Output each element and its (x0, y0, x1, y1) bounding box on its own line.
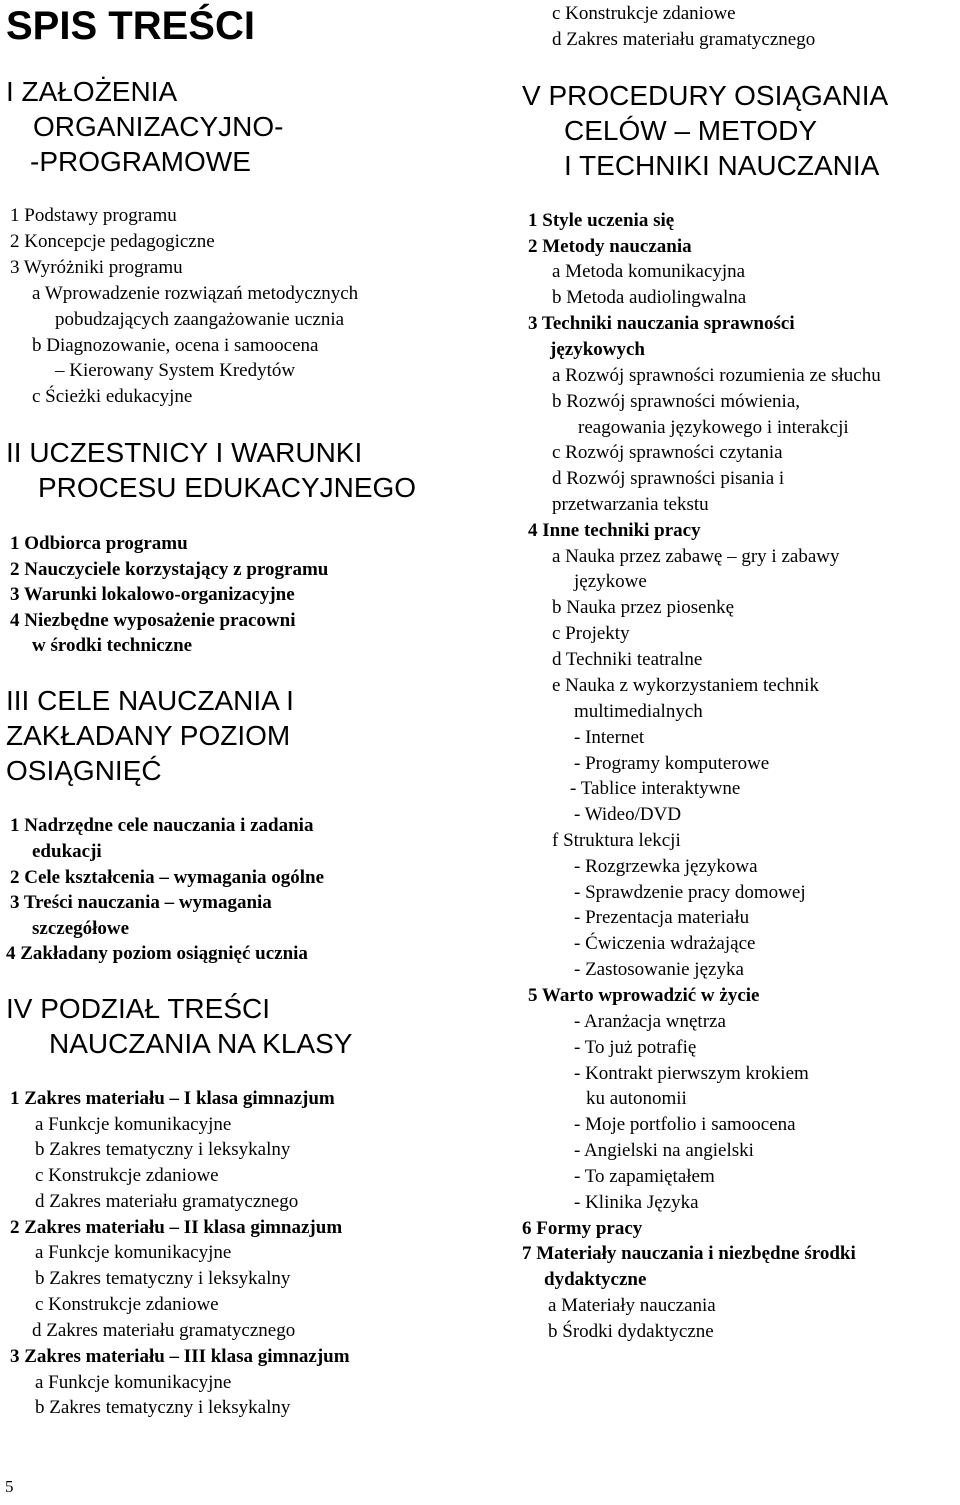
toc-entry: 1 Podstawy programu (10, 205, 177, 226)
toc-entry: a Materiały nauczania (548, 1295, 716, 1316)
section-heading: ORGANIZACYJNO- (33, 111, 284, 142)
toc-entry: d Rozwój sprawności pisania i (552, 468, 785, 489)
toc-entry: - Tablice interaktywne (570, 778, 741, 799)
toc-entry: 5 Warto wprowadzić w życie (528, 985, 760, 1006)
toc-entry: - Programy komputerowe (574, 753, 770, 774)
toc-entry: 3 Treści nauczania – wymagania (10, 892, 272, 913)
toc-entry: d Zakres materiału gramatycznego (32, 1320, 296, 1341)
toc-entry: - Prezentacja materiału (574, 907, 750, 928)
toc-entry: - Sprawdzenie pracy domowej (574, 882, 806, 903)
section-heading: OSIĄGNIĘĆ (6, 755, 162, 786)
section-heading: II UCZESTNICY I WARUNKI (6, 437, 363, 468)
toc-entry: a Funkcje komunikacyjne (35, 1114, 232, 1135)
toc-entry: b Metoda audiolingwalna (552, 287, 747, 308)
toc-entry: 2 Koncepcje pedagogiczne (10, 231, 215, 252)
toc-entry: b Zakres tematyczny i leksykalny (35, 1268, 291, 1289)
section-heading: CELÓW – METODY (564, 115, 818, 146)
toc-entry: c Projekty (552, 623, 630, 644)
toc-entry: 4 Niezbędne wyposażenie pracowni (10, 610, 296, 631)
section-heading: PROCESU EDUKACYJNEGO (38, 472, 417, 503)
toc-entry: a Metoda komunikacyjna (552, 261, 746, 282)
section-heading: I ZAŁOŻENIA (6, 76, 178, 107)
toc-entry: szczegółowe (32, 918, 130, 939)
toc-entry: - Internet (574, 727, 645, 748)
toc-entry: a Funkcje komunikacyjne (35, 1372, 232, 1393)
toc-entry: f Struktura lekcji (552, 830, 681, 851)
toc-entry: 3 Warunki lokalowo-organizacyjne (10, 584, 295, 605)
toc-entry: - Klinika Języka (574, 1192, 699, 1213)
toc-entry: 1 Odbiorca programu (10, 533, 188, 554)
toc-entry: 1 Zakres materiału – I klasa gimnazjum (10, 1088, 335, 1109)
section-heading: -PROGRAMOWE (30, 146, 251, 177)
toc-entry: 4 Zakładany poziom osiągnięć ucznia (6, 943, 308, 964)
toc-entry: 2 Zakres materiału – II klasa gimnazjum (10, 1217, 343, 1238)
toc-entry: d Zakres materiału gramatycznego (552, 29, 816, 50)
toc-entry: - To już potrafię (574, 1037, 697, 1058)
toc-entry: b Środki dydaktyczne (548, 1321, 714, 1342)
page-number: 5 (5, 1477, 14, 1496)
toc-entry: - Zastosowanie języka (574, 959, 744, 980)
toc-entry: - Ćwiczenia wdrażające (574, 933, 756, 954)
toc-entry: - Rozgrzewka językowa (574, 856, 758, 877)
toc-entry: 2 Cele kształcenia – wymagania ogólne (10, 867, 325, 888)
toc-entry: 2 Nauczyciele korzystający z programu (10, 559, 329, 580)
toc-entry: c Rozwój sprawności czytania (552, 442, 783, 463)
toc-entry: d Zakres materiału gramatycznego (35, 1191, 299, 1212)
toc-entry: – Kierowany System Kredytów (55, 360, 296, 381)
section-heading: V PROCEDURY OSIĄGANIA (522, 80, 889, 111)
toc-entry: a Rozwój sprawności rozumienia ze słuchu (552, 365, 881, 386)
toc-entry: dydaktyczne (544, 1269, 647, 1290)
toc-entry: 3 Wyróżniki programu (10, 257, 183, 278)
toc-entry: 7 Materiały nauczania i niezbędne środki (522, 1243, 856, 1264)
toc-entry: c Konstrukcje zdaniowe (35, 1294, 219, 1315)
section-heading: III CELE NAUCZANIA I (6, 685, 294, 716)
toc-entry: - Angielski na angielski (574, 1140, 754, 1161)
toc-entry: językowe (574, 571, 647, 592)
toc-entry: 2 Metody nauczania (528, 236, 692, 257)
toc-entry: 3 Zakres materiału – III klasa gimnazjum (10, 1346, 350, 1367)
toc-entry: b Rozwój sprawności mówienia, (552, 391, 801, 412)
toc-entry: edukacji (32, 841, 102, 862)
section-heading: IV PODZIAŁ TREŚCI (6, 993, 270, 1024)
toc-entry: 3 Techniki nauczania sprawności (528, 313, 795, 334)
page-title: SPIS TREŚCI (6, 4, 255, 48)
toc-entry: 1 Style uczenia się (528, 210, 675, 231)
toc-entry: multimedialnych (574, 701, 703, 722)
toc-entry: c Konstrukcje zdaniowe (552, 3, 736, 24)
toc-entry: a Nauka przez zabawę – gry i zabawy (552, 546, 840, 567)
toc-entry: - Aranżacja wnętrza (574, 1011, 726, 1032)
toc-entry: 1 Nadrzędne cele nauczania i zadania (10, 815, 314, 836)
toc-entry: e Nauka z wykorzystaniem technik (552, 675, 819, 696)
section-heading: NAUCZANIA NA KLASY (49, 1028, 353, 1059)
toc-entry: 4 Inne techniki pracy (528, 520, 701, 541)
toc-entry: - Kontrakt pierwszym krokiem (574, 1063, 809, 1084)
toc-entry: pobudzających zaangażowanie ucznia (55, 309, 345, 330)
toc-entry: reagowania językowego i interakcji (578, 417, 849, 438)
toc-entry: językowych (550, 339, 645, 360)
toc-entry: a Funkcje komunikacyjne (35, 1242, 232, 1263)
toc-entry: przetwarzania tekstu (552, 494, 709, 515)
toc-entry: b Diagnozowanie, ocena i samoocena (32, 335, 319, 356)
toc-entry: - Moje portfolio i samoocena (574, 1114, 796, 1135)
toc-entry: b Zakres tematyczny i leksykalny (35, 1139, 291, 1160)
toc-entry: - To zapamiętałem (574, 1166, 715, 1187)
toc-entry: b Nauka przez piosenkę (552, 597, 735, 618)
toc-entry: c Konstrukcje zdaniowe (35, 1165, 219, 1186)
section-heading: I TECHNIKI NAUCZANIA (564, 150, 880, 181)
toc-entry: - Wideo/DVD (574, 804, 682, 825)
toc-entry: w środki techniczne (32, 635, 193, 656)
toc-entry: c Ścieżki edukacyjne (32, 386, 193, 407)
toc-entry: d Techniki teatralne (552, 649, 703, 670)
toc-entry: b Zakres tematyczny i leksykalny (35, 1397, 291, 1418)
section-heading: ZAKŁADANY POZIOM (6, 720, 291, 751)
toc-entry: 6 Formy pracy (522, 1218, 643, 1239)
toc-entry: ku autonomii (586, 1088, 687, 1109)
toc-entry: a Wprowadzenie rozwiązań metodycznych (32, 283, 359, 304)
